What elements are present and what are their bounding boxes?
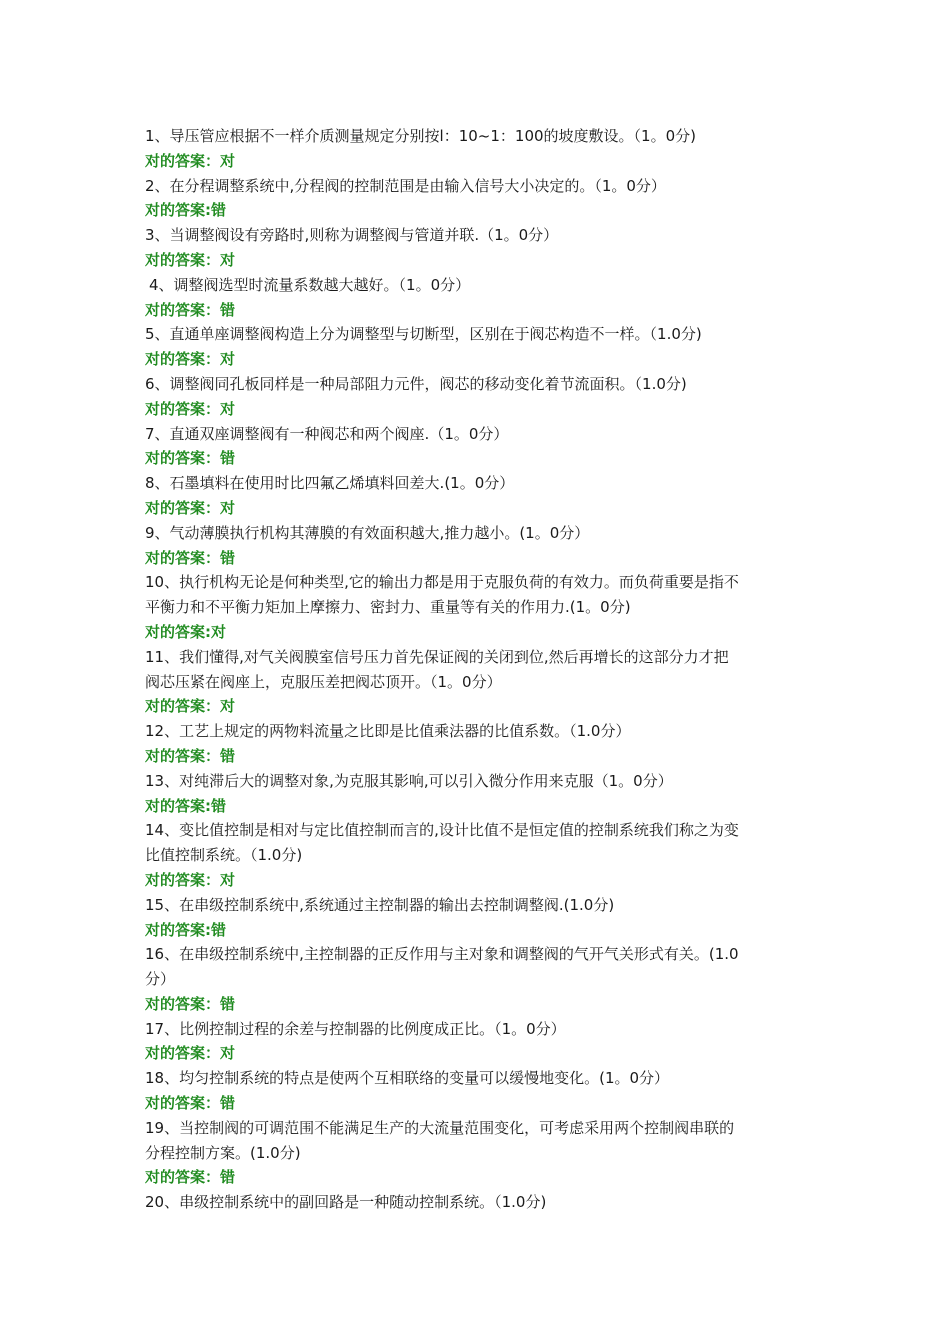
question-line: 16、在串级控制系统中,主控制器的正反作用与主对象和调整阀的气开气关形式有关。(1.0 <box>145 945 739 964</box>
answer-line: 对的答案:错 <box>145 201 226 220</box>
question-line: 分） <box>145 970 176 989</box>
answer-line: 对的答案：错 <box>145 548 236 567</box>
question-line: 18、均匀控制系统的特点是使两个互相联络的变量可以缓慢地变化。(1。0分） <box>145 1069 670 1088</box>
question-line: 1、导压管应根据不一样介质测量规定分别按l：10~1：100的坡度敷设。（1。0分) <box>145 127 696 145</box>
question-line: 7、直通双座调整阀有一种阀芯和两个阀座.（1。0分） <box>145 424 509 443</box>
answer-line: 对的答案:错 <box>145 920 226 939</box>
answer-line: 对的答案：对 <box>145 870 236 889</box>
question-line: 6、调整阀同孔板同样是一种局部阻力元件，阀芯的移动变化着节流面积。（1.0分) <box>145 374 687 393</box>
answer-line: 对的答案：对 <box>145 350 236 369</box>
question-line: 9、气动薄膜执行机构其薄膜的有效面积越大,推力越小。(1。0分） <box>145 523 590 542</box>
answer-line: 对的答案：对 <box>145 498 236 517</box>
answer-line: 对的答案:对 <box>145 622 226 641</box>
question-line: 10、执行机构无论是何种类型,它的输出力都是用于克服负荷的有效力。而负荷重要是指不 <box>145 573 739 592</box>
document-page <box>145 124 810 1215</box>
answer-line: 对的答案：错 <box>145 449 236 468</box>
question-line: 15、在串级控制系统中,系统通过主控制器的输出去控制调整阀.(1.0分) <box>145 895 615 914</box>
question-line: 8、石墨填料在使用时比四氟乙烯填料回差大.(1。0分） <box>145 474 515 493</box>
question-line: 13、对纯滞后大的调整对象,为克服其影响,可以引入微分作用来克服（1。0分） <box>145 771 673 790</box>
question-line: 5、直通单座调整阀构造上分为调整型与切断型，区别在于阀芯构造不一样。（1.0分) <box>145 325 702 344</box>
answer-line: 对的答案：对 <box>145 697 236 716</box>
answer-line: 对的答案：错 <box>145 1094 236 1113</box>
answer-line: 对的答案：对 <box>145 250 236 269</box>
answer-line: 对的答案：对 <box>145 151 236 170</box>
answer-line: 对的答案：对 <box>145 399 236 418</box>
question-line: 3、当调整阀设有旁路时,则称为调整阀与管道并联.（1。0分） <box>145 226 559 245</box>
question-line: 2、在分程调整系统中,分程阀的控制范围是由输入信号大小决定的。（1。0分） <box>145 176 666 195</box>
question-line: 17、比例控制过程的余差与控制器的比例度成正比。（1。0分） <box>145 1019 566 1038</box>
question-line: 12、工艺上规定的两物料流量之比即是比值乘法器的比值系数。（1.0分） <box>145 722 631 741</box>
question-line: 分程控制方案。(1.0分) <box>145 1143 301 1162</box>
question-line: 平衡力和不平衡力矩加上摩擦力、密封力、重量等有关的作用力.(1。0分) <box>145 598 631 617</box>
question-line: 阀芯压紧在阀座上，克服压差把阀芯顶开。（1。0分） <box>145 672 502 691</box>
answer-line: 对的答案：错 <box>145 994 236 1013</box>
answer-line: 对的答案：错 <box>145 746 236 765</box>
answer-line: 对的答案:错 <box>145 796 226 815</box>
answer-line: 对的答案：错 <box>145 300 236 319</box>
answer-line: 对的答案：错 <box>145 1168 236 1187</box>
question-line: 4、调整阀选型时流量系数越大越好。（1。0分） <box>149 275 471 294</box>
answer-line: 对的答案：对 <box>145 1044 236 1063</box>
question-line: 14、变比值控制是相对与定比值控制而言的,设计比值不是恒定值的控制系统我们称之为变 <box>145 821 739 840</box>
question-line: 比值控制系统。（1.0分) <box>145 846 303 865</box>
question-line: 19、当控制阀的可调范围不能满足生产的大流量范围变化，可考虑采用两个控制阀串联的 <box>145 1118 735 1137</box>
question-line: 11、我们懂得,对气关阀膜室信号压力首先保证阀的关闭到位,然后再增长的这部分力才把 <box>145 647 729 666</box>
question-line: 20、串级控制系统中的副回路是一种随动控制系统。（1.0分) <box>145 1193 547 1212</box>
